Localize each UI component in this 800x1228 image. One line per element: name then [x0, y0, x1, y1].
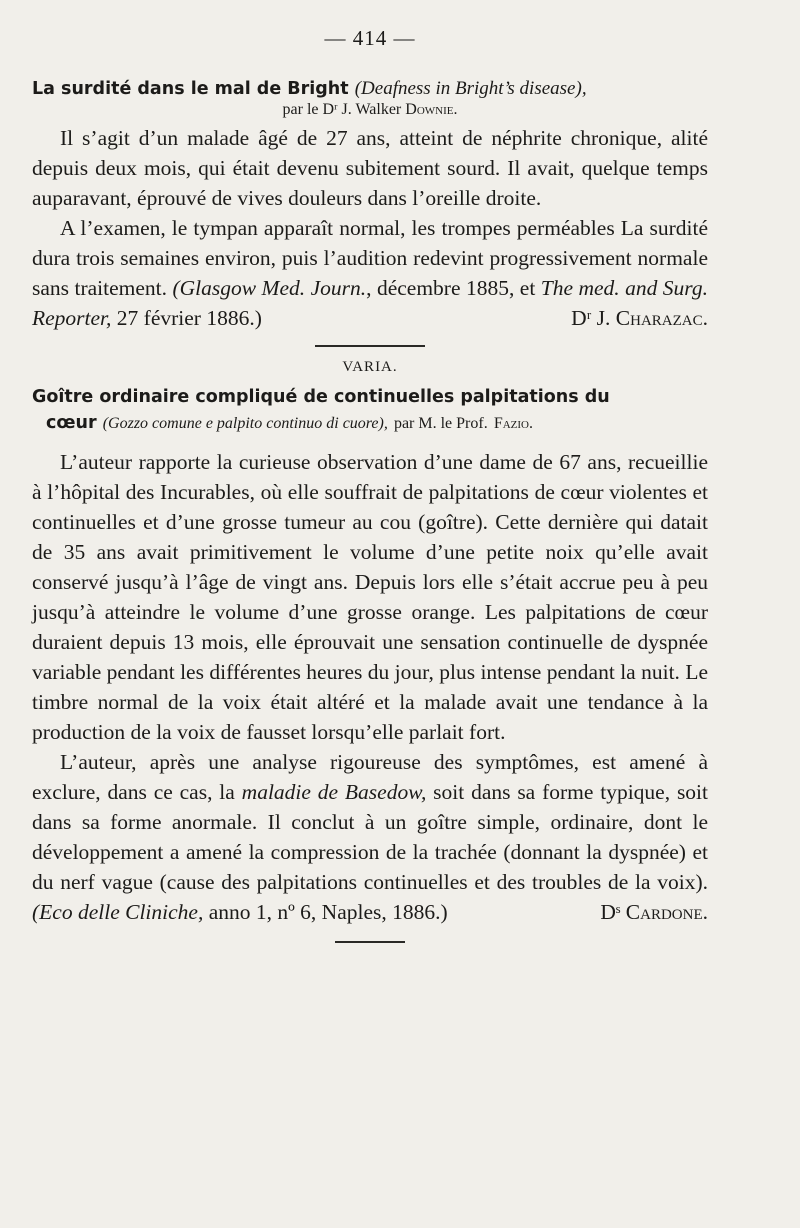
article-title-goitre	[32, 384, 708, 437]
term-basedow: maladie de Basedow,	[241, 780, 427, 804]
paragraph-text-a: L’auteur, après une analyse rigoureuse des symptômes, est amené à exclure, dans ce cas, la	[32, 750, 708, 804]
article-title-deafness	[32, 77, 708, 101]
reference-date: , décembre 1885, et	[366, 276, 536, 300]
reference-glasgow: (Glasgow Med. Journ.	[172, 276, 367, 300]
document-page	[32, 26, 708, 1216]
reference-end: 27 février 1886.)	[116, 306, 262, 330]
article1-signature: Dʳ J. Charazac.	[571, 306, 708, 330]
bottom-divider	[335, 941, 405, 943]
reference-reporter: The med. and Surg. Reporter,	[32, 276, 708, 330]
article2-byline-author: Fazio.	[493, 415, 533, 432]
article2-byline-prefix: par M. le Prof.	[393, 415, 488, 432]
byline-author: Downie.	[405, 101, 458, 118]
article2-signature: Dˢ Cardone.	[600, 900, 708, 924]
article2-title-cont: cœur	[46, 413, 97, 433]
article2-title-text: Goître ordinaire compliqué de continuelles palpitations du	[32, 387, 610, 407]
article2-paragraph-2	[32, 747, 708, 927]
article-title-english: (Deafness in Bright’s disease),	[354, 78, 587, 99]
section-divider	[315, 345, 425, 347]
article-byline	[32, 101, 708, 119]
page-number: — 414 —	[324, 26, 416, 50]
section-heading: VARIA.	[342, 359, 398, 375]
article1-paragraph-2	[32, 213, 708, 333]
article-title-text: La surdité dans le mal de Bright	[32, 79, 349, 99]
paragraph-text-b: soit dans sa forme typique, soit dans sa forme anormale. Il conclut à un goître simple, ordinaire, dont le développement a amené la compression de la trachée (donnant la dyspnée) et du nerf vague (cause des palpitations continuelles et des troubles de la voix).	[32, 780, 709, 894]
article2-paragraph-1: L’auteur rapporte la curieuse observation d’une dame de 67 ans, recueillie à l’hôpital des Incurables, où elle souffrait de palpitations de cœur violentes et continuelles et d’une grosse tumeur au cou (goître). Cette dernière qui datait de 35 ans avait primitivement le volume d’une petite noix qu’elle avait conservé jusqu’à l’âge de vingt ans. Depuis lors elle s’était accrue peu à peu jusqu’à atteindre le volume d’une grosse orange. Les palpitations de cœur duraient depuis 13 mois, elle éprouvait une sensation continuelle de dyspnée variable pendant les différentes heures du jour, plus intense pendant la nuit. Le timbre normal de la voix était altéré et la malade avait une tendance à la production de la voix de fausset lorsqu’elle parlait fort.	[32, 450, 708, 744]
paragraph-text: A l’examen, le tympan apparaît normal, les trompes perméables La surdité dura trois semaines environ, puis l’audition redevint progressivement normale sans traitement.	[32, 216, 708, 300]
article1-paragraph-1: Il s’agit d’un malade âgé de 27 ans, atteint de néphrite chronique, alité depuis deux mois, qui était devenu subitement sourd. Il avait, quelque temps auparavant, éprouvé de vives douleurs dans l’oreille droite.	[32, 126, 708, 210]
reference-eco: (Eco delle Cliniche,	[32, 900, 204, 924]
reference-end: anno 1, nº 6, Naples, 1886.)	[208, 900, 448, 924]
byline-prefix: par le Dʳ J. Walker	[282, 101, 402, 118]
article2-title-italian: (Gozzo comune e palpito continuo di cuore),	[102, 415, 388, 432]
